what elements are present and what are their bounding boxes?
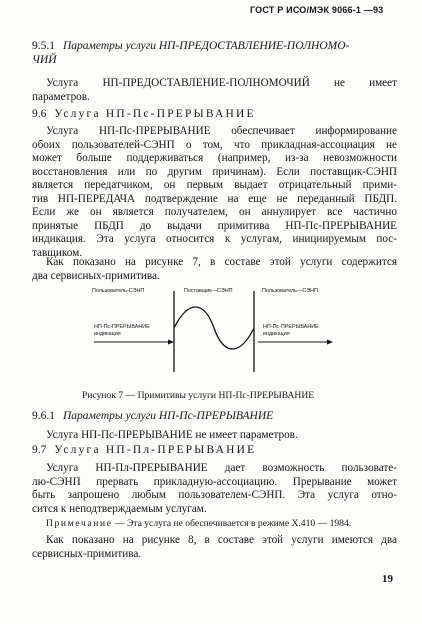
text-line: два сервисных-примитива.	[32, 269, 160, 282]
abort-wave-line	[174, 307, 254, 349]
left-primitive-name: НП-Пс-ПРЕРЫВАНИЕ	[94, 324, 150, 330]
text-line: индикация. Эта услуга относится к услугам, инициируемым пос-	[32, 233, 397, 245]
text-line: принятые ПБДП до выдачи примитива НП-Пс-ПРЕРЫВАНИЕ	[32, 219, 397, 232]
right-arrowhead-icon	[327, 340, 333, 345]
section-number: 9.6	[32, 108, 47, 120]
text-line: Услуга НП-Пс-ПРЕРЫВАНИЕ обеспечивает информирование	[46, 125, 397, 137]
figure-7-caption: Рисунок 7 — Примитивы услуги НП-Пс-ПРЕРЫВАНИЕ	[82, 390, 315, 401]
section-9-6-heading	[32, 108, 256, 120]
section-9-5-1-body-cont	[32, 91, 397, 105]
text-line: восстановления или по другим причинам). Если поставщик-СЭНП	[32, 165, 397, 178]
section-heading-text: Параметры услуги НП-Пс-ПРЕРЫВАНИЕ	[63, 410, 274, 422]
section-9-6-body	[32, 125, 397, 260]
section-9-7-heading	[32, 444, 256, 456]
text-line: тив НП-ПЕРЕДАЧА подтверждение на еще не переданный ПБДП.	[32, 192, 397, 205]
left-primitive-type: индикация	[94, 331, 121, 337]
right-primitive-type: индикация	[263, 331, 290, 337]
section-heading-continuation: ЧИЙ	[32, 54, 57, 66]
text-line: быть запрошено любым пользователем-СЭНП. Эта услуга отно-	[32, 489, 397, 501]
column-label-user-left: Пользователь-СЭНП	[92, 288, 145, 294]
section-number: 9.7	[32, 444, 47, 456]
note-text: — Эта услуга не обеспечивается в режиме X.410 — 1984.	[114, 518, 352, 529]
column-label-provider: Поставщик—СЭНП	[184, 288, 233, 294]
figure-7-diagram	[92, 288, 350, 372]
section-number: 9.5.1	[32, 40, 55, 52]
text-line: сервисных-примитива.	[32, 547, 142, 560]
section-9-7-body2	[32, 534, 397, 561]
text-line: может больше поддерживаться (например, из-за невозможности	[32, 152, 397, 164]
text-line: Как показано на рисунке 7, в составе этой услуги содержится	[46, 256, 397, 268]
column-label-user-right: Пользователь—СЭНП	[262, 288, 318, 294]
text-line: Услуга НП-Пл-ПРЕРЫВАНИЕ дает возможность пользовате-	[46, 462, 397, 474]
section-9-5-1-body	[46, 77, 397, 91]
text-line: сится к неподтверждаемым услугам.	[32, 502, 207, 515]
section-9-5-1-heading	[32, 40, 397, 52]
page-number: 19	[382, 573, 393, 585]
section-9-7-body	[32, 462, 397, 516]
section-title: Услуга НП-Пс-ПРЕРЫВАНИЕ	[54, 108, 256, 120]
section-heading-text: Параметры услуги НП-ПРЕДОСТАВЛЕНИЕ-ПОЛНОМО-	[63, 40, 350, 52]
left-arrowhead-icon	[168, 340, 174, 345]
right-primitive-name: НП-Пс-ПРЕРЫВАНИЕ	[263, 324, 319, 330]
text-line: лю-СЭНП прервать прикладную-ассоциацию. Прерывание может	[32, 475, 397, 488]
diagram-lines	[92, 288, 350, 372]
text-line: обоих пользователей-СЭНП о том, что прикладная-ассоциация не	[32, 138, 397, 151]
note-label: Примечание	[46, 518, 113, 529]
section-9-6-1-heading	[32, 410, 273, 422]
text-line: параметров.	[32, 91, 90, 103]
page-header: ГОСТ Р ИСО/МЭК 9066-1 —93	[250, 5, 384, 15]
text-line: Как показано на рисунке 8, в составе этой услуги имеются два	[46, 534, 397, 546]
section-9-7-note	[46, 517, 397, 531]
section-9-6-1-body	[46, 429, 397, 443]
text-line: является передатчиком, он первым выдает отрицательный прими-	[32, 179, 397, 191]
text-line: Услуга НП-Пс-ПРЕРЫВАНИЕ не имеет параметров.	[46, 429, 298, 441]
section-9-6-body2	[32, 256, 397, 283]
section-number: 9.6.1	[32, 410, 55, 422]
section-title: Услуга НП-Пл-ПРЕРЫВАНИЕ	[54, 444, 257, 456]
text-line: Услуга НП-ПРЕДОСТАВЛЕНИЕ-ПОЛНОМОЧИЙ не имеет	[46, 77, 397, 89]
text-line: Если же он является получателем, он аннулирует все частично	[32, 206, 397, 218]
text-line: тавщиком.	[32, 246, 82, 259]
